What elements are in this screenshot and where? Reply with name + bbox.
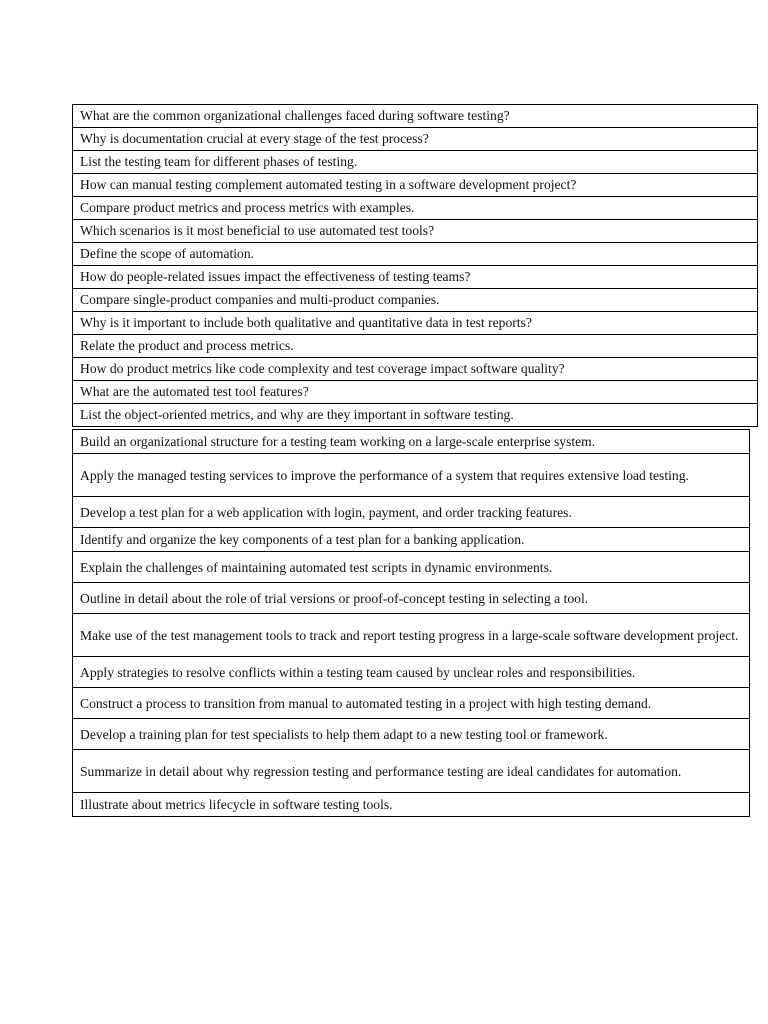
table-row [73,335,758,358]
question-cell: What are the common organizational challenges faced during software testing? [73,105,758,128]
question-cell: Develop a test plan for a web application with login, payment, and order tracking features. [73,497,750,528]
table-row [73,497,750,528]
question-cell: Which scenarios is it most beneficial to use automated test tools? [73,220,758,243]
table-row [73,381,758,404]
question-cell: List the testing team for different phases of testing. [73,151,758,174]
table-row [73,552,750,583]
question-cell: Explain the challenges of maintaining automated test scripts in dynamic environments. [73,552,750,583]
table-row [73,719,750,750]
table-row [73,404,758,427]
question-cell: Build an organizational structure for a testing team working on a large-scale enterprise system. [73,430,750,454]
table-row [73,583,750,614]
table-row [73,614,750,657]
question-cell: List the object-oriented metrics, and why are they important in software testing. [73,404,758,427]
question-cell: Why is documentation crucial at every stage of the test process? [73,128,758,151]
questions-table-2 [72,429,750,817]
question-cell: How do people-related issues impact the effectiveness of testing teams? [73,266,758,289]
question-cell: Outline in detail about the role of trial versions or proof-of-concept testing in selecting a tool. [73,583,750,614]
question-cell: Develop a training plan for test specialists to help them adapt to a new testing tool or framework. [73,719,750,750]
table-row [73,289,758,312]
table-row [73,312,758,335]
table-row [73,430,750,454]
question-cell: Define the scope of automation. [73,243,758,266]
question-cell: Illustrate about metrics lifecycle in software testing tools. [73,793,750,817]
question-cell: Summarize in detail about why regression testing and performance testing are ideal candidates for automation. [73,750,750,793]
question-cell: Relate the product and process metrics. [73,335,758,358]
question-cell: Why is it important to include both qualitative and quantitative data in test reports? [73,312,758,335]
question-cell: Apply the managed testing services to improve the performance of a system that requires extensive load testing. [73,454,750,497]
question-cell: How can manual testing complement automated testing in a software development project? [73,174,758,197]
question-cell: Apply strategies to resolve conflicts within a testing team caused by unclear roles and responsibilities. [73,657,750,688]
table-row [73,266,758,289]
question-cell: Construct a process to transition from manual to automated testing in a project with high testing demand. [73,688,750,719]
question-cell: How do product metrics like code complexity and test coverage impact software quality? [73,358,758,381]
question-cell: Identify and organize the key components of a test plan for a banking application. [73,528,750,552]
question-cell: Make use of the test management tools to track and report testing progress in a large-scale software development project. [73,614,750,657]
table-row [73,105,758,128]
table-row [73,128,758,151]
question-cell: What are the automated test tool features? [73,381,758,404]
questions-table-1 [72,104,758,427]
table-row [73,688,750,719]
table-row [73,793,750,817]
table-row [73,528,750,552]
table-row [73,151,758,174]
table-row [73,243,758,266]
question-cell: Compare product metrics and process metrics with examples. [73,197,758,220]
table-row [73,174,758,197]
table-row [73,454,750,497]
table-row [73,750,750,793]
table-row [73,657,750,688]
question-cell: Compare single-product companies and multi-product companies. [73,289,758,312]
table-row [73,358,758,381]
table-row [73,220,758,243]
table-row [73,197,758,220]
